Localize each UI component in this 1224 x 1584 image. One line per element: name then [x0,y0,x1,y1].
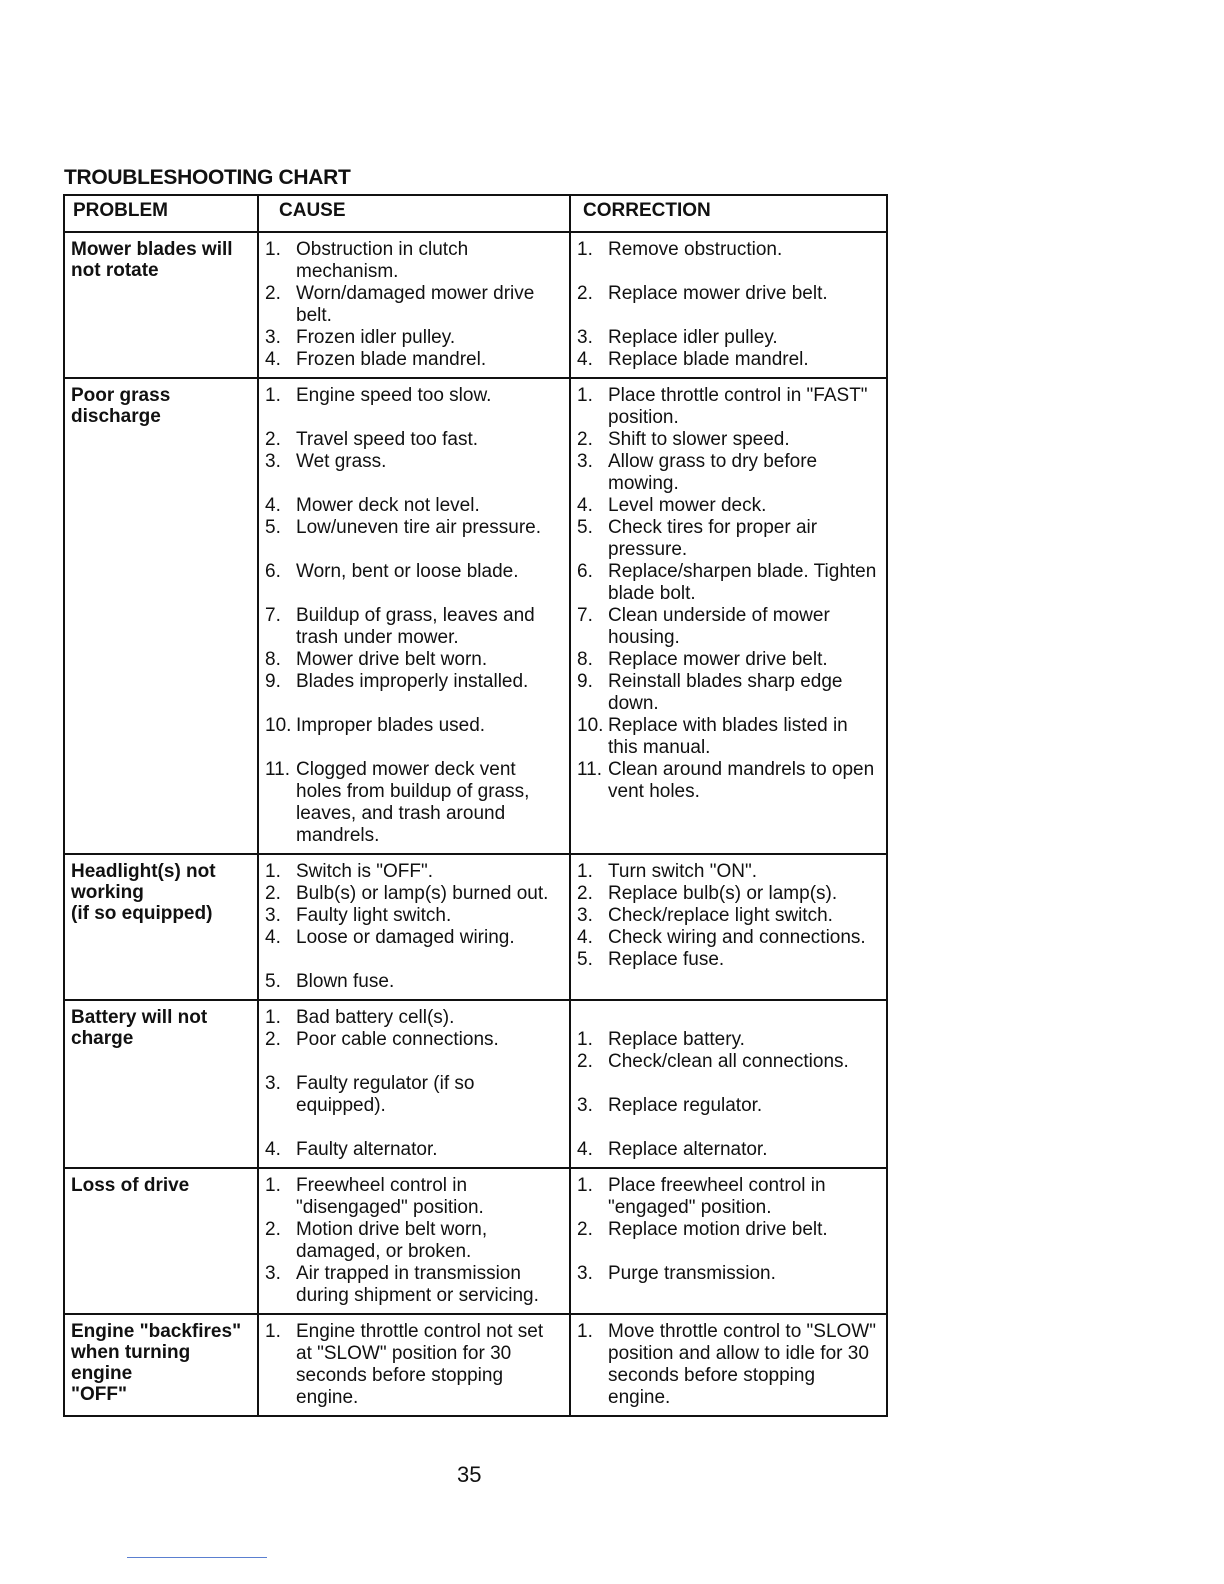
correction-item [577,649,880,671]
cause-item [265,883,563,905]
cause-item-number: 2. [265,883,281,904]
correction-item [577,451,880,495]
cause-item [265,715,563,737]
cause-item [265,927,563,949]
correction-item [577,429,880,451]
correction-item-number: 1. [577,239,593,260]
correction-item [577,1219,880,1241]
correction-item-number: 1. [577,1029,593,1050]
correction-item-text: Replace battery. [608,1029,745,1050]
cause-item [265,1007,563,1029]
cause-item-number: 4. [265,927,281,948]
correction-item-text: Reinstall blades sharp edge down. [608,671,843,714]
correction-item-text: Replace regulator. [608,1095,763,1116]
correction-item-text: Clean underside of mower housing. [608,605,830,648]
cause-item-number: 3. [265,905,281,926]
correction-cell [570,378,887,854]
correction-item [577,495,880,517]
correction-cell [570,232,887,378]
cause-item-number: 1. [265,1175,281,1196]
cause-item-text: Engine throttle control not set at "SLOW" position for 30 seconds before stopping engine. [296,1321,544,1408]
problem-cell: Poor grass discharge [64,378,258,854]
cause-item-text: Frozen idler pulley. [296,327,456,348]
cause-item [265,1029,563,1051]
correction-cell [570,1000,887,1168]
correction-item-number: 4. [577,349,593,370]
cause-item-text: Blown fuse. [296,971,395,992]
cause-item-number: 1. [265,861,281,882]
correction-item-text: Check tires for proper air pressure. [608,517,818,560]
cause-item-number: 4. [265,349,281,370]
cause-cell [258,1168,570,1314]
correction-item-text: Replace fuse. [608,949,725,970]
correction-item-text: Move throttle control to "SLOW" position and allow to idle for 30 seconds before stopping engine. [608,1321,876,1408]
cause-list [265,1321,563,1409]
table-row [64,378,887,854]
table-row [64,232,887,378]
correction-list [577,239,880,371]
correction-item-text: Turn switch "ON". [608,861,757,882]
correction-item-number: 10. [577,715,604,736]
correction-item-number: 9. [577,671,593,692]
cause-item-number: 8. [265,649,281,670]
cause-list [265,385,563,847]
correction-item [577,759,880,803]
table-row [64,1168,887,1314]
cause-item [265,971,563,993]
troubleshooting-table [63,194,888,1417]
cause-item-number: 1. [265,239,281,260]
correction-list [577,1321,880,1409]
correction-item [577,1321,880,1409]
correction-item-text: Place throttle control in "FAST" position. [608,385,868,428]
cause-item-text: Air trapped in transmission during shipment or servicing. [296,1263,539,1306]
cause-item-number: 6. [265,561,281,582]
correction-item-text: Allow grass to dry before mowing. [608,451,818,494]
cause-item [265,495,563,517]
correction-item-number: 4. [577,927,593,948]
cause-item-number: 4. [265,1139,281,1160]
header-problem: PROBLEM [64,195,258,232]
correction-item [577,883,880,905]
correction-item-text: Replace with blades listed in this manual. [608,715,848,758]
correction-item-number: 7. [577,605,593,626]
cause-list [265,1007,563,1161]
header-row [64,195,887,232]
cause-item-text: Motion drive belt worn, damaged, or broken. [296,1219,488,1262]
cause-item [265,1073,563,1117]
correction-item-number: 5. [577,949,593,970]
cause-item-text: Travel speed too fast. [296,429,479,450]
header-correction: CORRECTION [570,195,887,232]
correction-item-text: Level mower deck. [608,495,767,516]
cause-item-text: Clogged mower deck vent holes from buildup of grass, leaves, and trash around mandrels. [296,759,530,846]
correction-item [577,517,880,561]
cause-item-number: 3. [265,327,281,348]
correction-item-number: 1. [577,1321,593,1342]
correction-item [577,1175,880,1219]
correction-item-text: Purge transmission. [608,1263,776,1284]
cause-item-number: 2. [265,1029,281,1050]
cause-cell [258,232,570,378]
correction-item-number: 1. [577,1175,593,1196]
cause-item-text: Improper blades used. [296,715,486,736]
correction-item-text: Place freewheel control in "engaged" position. [608,1175,826,1218]
correction-item-number: 3. [577,1095,593,1116]
cause-item-text: Faulty regulator (if so equipped). [296,1073,475,1116]
correction-item [577,349,880,371]
correction-item-number: 3. [577,1263,593,1284]
cause-item-number: 7. [265,605,281,626]
correction-item-number: 3. [577,905,593,926]
correction-item-number: 4. [577,495,593,516]
cause-item-number: 2. [265,429,281,450]
correction-item-text: Check/clean all connections. [608,1051,849,1072]
correction-item [577,1051,880,1073]
cause-item [265,605,563,649]
correction-item [577,1263,880,1285]
cause-item-number: 3. [265,451,281,472]
correction-item [577,283,880,305]
cause-item-text: Wet grass. [296,451,387,472]
correction-item [577,1095,880,1117]
cause-item [265,905,563,927]
correction-item [577,327,880,349]
cause-item [265,283,563,327]
correction-item-text: Replace mower drive belt. [608,283,828,304]
correction-item [577,671,880,715]
cause-item-number: 2. [265,1219,281,1240]
table-row [64,854,887,1000]
correction-list [577,1175,880,1285]
cause-item-text: Mower drive belt worn. [296,649,488,670]
correction-item-number: 3. [577,451,593,472]
table-row [64,1314,887,1416]
correction-list [577,1029,880,1161]
cause-item [265,649,563,671]
cause-item-text: Mower deck not level. [296,495,480,516]
correction-item [577,861,880,883]
cause-item [265,561,563,583]
correction-item-number: 6. [577,561,593,582]
cause-cell [258,1314,570,1416]
correction-cell [570,854,887,1000]
cause-item [265,1321,563,1409]
cause-item [265,429,563,451]
correction-item-text: Check/replace light switch. [608,905,833,926]
cause-item [265,1219,563,1263]
cause-list [265,1175,563,1307]
cause-item-number: 4. [265,495,281,516]
correction-item [577,927,880,949]
correction-item-text: Remove obstruction. [608,239,783,260]
cause-item-number: 11. [265,759,291,780]
correction-item-number: 3. [577,327,593,348]
cause-cell [258,854,570,1000]
cause-item-number: 9. [265,671,281,692]
cause-item [265,451,563,473]
page-number: 35 [457,1462,482,1487]
correction-item-number: 2. [577,883,593,904]
correction-item-number: 4. [577,1139,593,1160]
correction-item [577,905,880,927]
correction-item [577,561,880,605]
problem-cell: Battery will not charge [64,1000,258,1168]
correction-item-number: 2. [577,429,593,450]
correction-item-number: 1. [577,861,593,882]
cause-item-number: 10. [265,715,292,736]
correction-item [577,949,880,971]
cause-item [265,349,563,371]
cause-item [265,1263,563,1307]
cause-item-text: Engine speed too slow. [296,385,492,406]
correction-item-text: Clean around mandrels to open vent holes. [608,759,875,802]
problem-cell: Headlight(s) not working (if so equipped) [64,854,258,1000]
cause-item-number: 1. [265,385,281,406]
cause-item-text: Switch is "OFF". [296,861,433,882]
cause-item-number: 1. [265,1321,281,1342]
table-body [64,232,887,1416]
cause-item-number: 3. [265,1263,281,1284]
problem-cell: Mower blades will not rotate [64,232,258,378]
correction-cell [570,1168,887,1314]
header-cause: CAUSE [258,195,570,232]
correction-item-text: Replace/sharpen blade. Tighten blade bolt. [608,561,877,604]
cause-item [265,861,563,883]
cause-item-text: Poor cable connections. [296,1029,499,1050]
cause-item [265,671,563,693]
cause-item-text: Faulty alternator. [296,1139,438,1160]
chart-title: TROUBLESHOOTING CHART [64,166,351,189]
cause-item-text: Frozen blade mandrel. [296,349,487,370]
correction-item [577,605,880,649]
cause-cell [258,1000,570,1168]
problem-cell: Engine "backfires" when turning engine "OFF" [64,1314,258,1416]
cause-item-text: Low/uneven tire air pressure. [296,517,542,538]
correction-item-text: Shift to slower speed. [608,429,790,450]
cause-item-text: Buildup of grass, leaves and trash under mower. [296,605,535,648]
cause-item-text: Faulty light switch. [296,905,452,926]
cause-item [265,239,563,283]
cause-list [265,239,563,371]
cause-item-text: Worn/damaged mower drive belt. [296,283,535,326]
cause-item-text: Bulb(s) or lamp(s) burned out. [296,883,549,904]
correction-item-number: 1. [577,385,593,406]
correction-item-text: Replace idler pulley. [608,327,778,348]
correction-item [577,1029,880,1051]
cause-item-text: Worn, bent or loose blade. [296,561,519,582]
cause-item [265,1175,563,1219]
correction-list [577,861,880,971]
correction-item-text: Replace mower drive belt. [608,649,828,670]
cause-item [265,517,563,539]
cause-item [265,327,563,349]
correction-item [577,715,880,759]
footer-divider [127,1557,267,1558]
cause-item-number: 1. [265,1007,281,1028]
table-row [64,1000,887,1168]
correction-item [577,385,880,429]
correction-item-number: 2. [577,1051,593,1072]
cause-list [265,861,563,993]
correction-list [577,385,880,803]
correction-item-text: Replace bulb(s) or lamp(s). [608,883,838,904]
correction-item [577,1139,880,1161]
cause-item-text: Blades improperly installed. [296,671,529,692]
correction-item-number: 2. [577,283,593,304]
cause-item-number: 5. [265,517,281,538]
correction-item-text: Check wiring and connections. [608,927,866,948]
correction-item-text: Replace blade mandrel. [608,349,809,370]
cause-item [265,385,563,407]
cause-item-text: Freewheel control in "disengaged" position. [296,1175,484,1218]
correction-item-number: 2. [577,1219,593,1240]
cause-item-text: Obstruction in clutch mechanism. [296,239,469,282]
correction-item-number: 11. [577,759,603,780]
cause-item-number: 3. [265,1073,281,1094]
cause-cell [258,378,570,854]
cause-item-text: Loose or damaged wiring. [296,927,515,948]
correction-item-number: 5. [577,517,593,538]
cause-item-text: Bad battery cell(s). [296,1007,455,1028]
correction-item-text: Replace motion drive belt. [608,1219,828,1240]
cause-item [265,759,563,847]
problem-cell: Loss of drive [64,1168,258,1314]
correction-item-number: 8. [577,649,593,670]
correction-cell [570,1314,887,1416]
correction-item-text: Replace alternator. [608,1139,768,1160]
correction-item [577,239,880,261]
cause-item [265,1139,563,1161]
cause-item-number: 5. [265,971,281,992]
cause-item-number: 2. [265,283,281,304]
